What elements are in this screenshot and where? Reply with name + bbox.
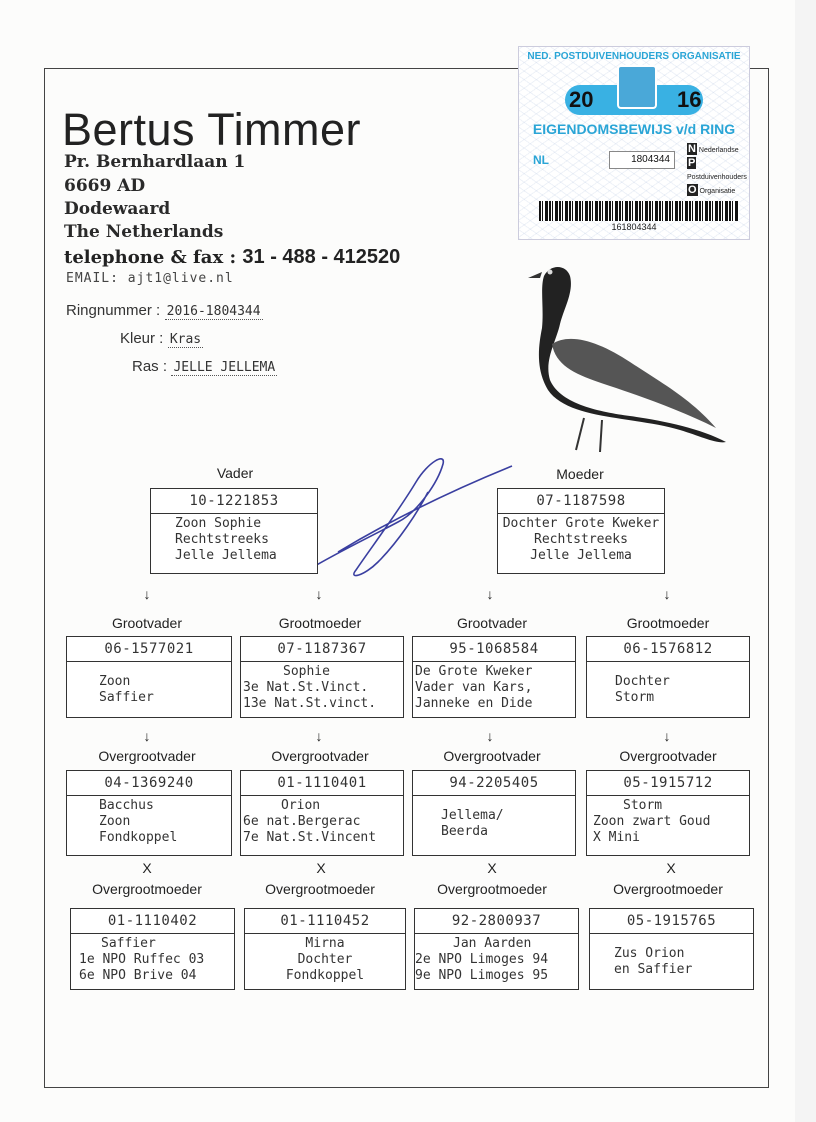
desc-line: Beerda: [441, 824, 488, 839]
desc-line: Jellema/: [441, 808, 504, 823]
card-title: EIGENDOMSBEWIJS v/d RING: [532, 121, 736, 137]
barcode: [539, 201, 739, 221]
card-country: NL: [533, 153, 549, 167]
father-label: Vader: [216, 465, 254, 481]
breed-row: [132, 358, 277, 376]
great-grandfather-card: [412, 770, 576, 856]
grandparent-ring: 06-1577021: [67, 637, 231, 662]
cross-icon: X: [666, 860, 676, 876]
great-grandmother-ring: 01-1110402: [71, 909, 234, 934]
npo-logo: N Nederlandse P Postduivenhouders O Organisatie: [687, 143, 747, 196]
great-grandfather-ring: 04-1369240: [67, 771, 231, 796]
desc-line: Mirna: [305, 936, 345, 951]
great-grandmother-desc: [415, 934, 578, 984]
card-ring-number: 1804344: [609, 151, 675, 169]
mother-line: Rechtstreeks: [534, 532, 628, 547]
desc-line: 2e NPO Limoges 94: [415, 952, 549, 967]
telephone-number: 31 - 488 - 412520: [242, 246, 401, 268]
arrow-down-icon: ↓: [143, 586, 151, 602]
pigeon-photo: [520, 258, 730, 458]
desc-line: 13e Nat.St.vinct.: [243, 696, 377, 711]
desc-line: X Mini: [593, 830, 640, 845]
great-grandmother-ring: 05-1915765: [590, 909, 753, 934]
card-organisation: NED. POSTDUIVENHOUDERS ORGANISATIE: [527, 51, 741, 62]
arrow-down-icon: ↓: [486, 586, 494, 602]
great-grandfather-card: [586, 770, 750, 856]
ring-ownership-card: [518, 46, 750, 240]
grandparent-label: Grootmoeder: [626, 615, 710, 631]
arrow-down-icon: ↓: [315, 728, 323, 744]
desc-line: Storm: [615, 690, 655, 705]
owner-city: Dodewaard: [64, 199, 171, 219]
grandparent-card: [586, 636, 750, 718]
arrow-down-icon: ↓: [315, 586, 323, 602]
desc-line: Zoon: [99, 814, 131, 829]
ring-number-row: [66, 302, 263, 320]
mother-line: Jelle Jellema: [530, 548, 632, 563]
grandparent-label: Grootmoeder: [278, 615, 362, 631]
great-grandfather-ring: 94-2205405: [413, 771, 575, 796]
great-grandfather-label: Overgrootvader: [98, 748, 196, 764]
desc-line: Storm: [623, 798, 663, 813]
grandparent-desc: [587, 662, 749, 706]
great-grandfather-desc: [413, 796, 575, 840]
great-grandmother-desc: [71, 934, 234, 984]
year-left: 20: [569, 87, 594, 112]
desc-line: Zus Orion: [614, 946, 685, 961]
great-grandfather-label: Overgrootvader: [271, 748, 369, 764]
mother-desc: [498, 514, 664, 566]
owner-street: Pr. Bernhardlaan 1: [64, 152, 246, 172]
cross-icon: X: [142, 860, 152, 876]
great-grandfather-label: Overgrootvader: [443, 748, 541, 764]
grandparent-ring: 07-1187367: [241, 637, 403, 662]
grandparent-ring: 95-1068584: [413, 637, 575, 662]
desc-line: Vader van Kars,: [415, 680, 533, 695]
grandparent-desc: [241, 662, 403, 712]
desc-line: Jan Aarden: [453, 936, 532, 951]
mother-ring: 07-1187598: [498, 489, 664, 514]
desc-line: De Grote Kweker: [415, 664, 533, 679]
owner-country: The Netherlands: [64, 222, 224, 242]
desc-line: 3e Nat.St.Vinct.: [243, 680, 369, 695]
grandparent-label: Grootvader: [111, 615, 183, 631]
desc-line: 1e NPO Ruffec 03: [79, 952, 205, 967]
great-grandfather-desc: [241, 796, 403, 846]
desc-line: Janneke en Dide: [415, 696, 533, 711]
desc-line: Saffier: [101, 936, 156, 951]
great-grandfather-card: [240, 770, 404, 856]
barcode-number: 161804344: [611, 222, 657, 232]
desc-line: Saffier: [99, 690, 154, 705]
ring-number-label: Ringnummer :: [66, 302, 161, 319]
great-grandmother-card: [414, 908, 579, 990]
great-grandmother-ring: 01-1110452: [245, 909, 405, 934]
desc-line: 6e nat.Bergerac: [243, 814, 361, 829]
great-grandfather-card: [66, 770, 232, 856]
father-ring: 10-1221853: [151, 489, 317, 514]
owner-email: EMAIL: ajt1@live.nl: [66, 271, 234, 286]
mother-label: Moeder: [556, 466, 604, 482]
arrow-down-icon: ↓: [663, 586, 671, 602]
ring-number-value: 2016-1804344: [166, 304, 261, 319]
grandparent-card: [240, 636, 404, 718]
npo-o-text: Organisatie: [699, 188, 736, 195]
great-grandmother-label: Overgrootmoeder: [265, 881, 375, 897]
mother-card: [497, 488, 665, 574]
desc-line: Orion: [281, 798, 321, 813]
desc-line: 7e Nat.St.Vincent: [243, 830, 377, 845]
great-grandmother-label: Overgrootmoeder: [92, 881, 202, 897]
desc-line: en Saffier: [614, 962, 693, 977]
great-grandmother-label: Overgrootmoeder: [613, 881, 723, 897]
father-line: Rechtstreeks: [175, 532, 269, 547]
year-right: 16: [677, 87, 702, 112]
desc-line: Dochter: [615, 674, 670, 689]
npo-n-text: Nederlandse: [698, 147, 739, 154]
color-value: Kras: [169, 332, 202, 347]
great-grandmother-card: [589, 908, 754, 990]
owner-name: Bertus Timmer: [62, 104, 362, 155]
father-card: [150, 488, 318, 574]
desc-line: 6e NPO Brive 04: [79, 968, 197, 983]
great-grandmother-ring: 92-2800937: [415, 909, 578, 934]
signature: [298, 452, 518, 582]
arrow-down-icon: ↓: [486, 728, 494, 744]
great-grandfather-desc: [67, 796, 231, 846]
owner-postcode: 6669 AD: [64, 176, 146, 196]
grandparent-card: [412, 636, 576, 718]
father-line: Zoon Sophie: [175, 516, 262, 531]
grandparent-label: Grootvader: [456, 615, 528, 631]
desc-line: Fondkoppel: [285, 968, 365, 983]
father-line: Jelle Jellema: [175, 548, 277, 563]
grandparent-desc: [67, 662, 231, 706]
grandparent-ring: 06-1576812: [587, 637, 749, 662]
desc-line: Zoon: [99, 674, 131, 689]
great-grandfather-label: Overgrootvader: [619, 748, 717, 764]
great-grandmother-card: [70, 908, 235, 990]
great-grandfather-ring: 05-1915712: [587, 771, 749, 796]
arrow-down-icon: ↓: [663, 728, 671, 744]
breed-value: JELLE JELLEMA: [173, 360, 276, 375]
great-grandmother-desc: [245, 934, 405, 986]
great-grandmother-label: Overgrootmoeder: [437, 881, 547, 897]
breed-label: Ras :: [132, 358, 168, 375]
great-grandmother-desc: [590, 934, 753, 978]
npo-p-text: Postduivenhouders: [687, 174, 747, 181]
color-label: Kleur :: [120, 330, 164, 347]
cross-icon: X: [316, 860, 326, 876]
telephone-label: telephone & fax :: [64, 247, 237, 268]
desc-line: Dochter: [297, 952, 353, 967]
lion-emblem-icon: [617, 65, 657, 109]
cross-icon: X: [487, 860, 497, 876]
desc-line: Fondkoppel: [99, 830, 178, 845]
father-desc: [151, 514, 317, 566]
great-grandfather-ring: 01-1110401: [241, 771, 403, 796]
owner-telephone: [64, 246, 400, 269]
great-grandmother-card: [244, 908, 406, 990]
desc-line: Zoon zwart Goud: [593, 814, 711, 829]
mother-line: Dochter Grote Kweker: [502, 516, 660, 531]
desc-line: Bacchus: [99, 798, 154, 813]
grandparent-card: [66, 636, 232, 718]
desc-line: Sophie: [283, 664, 330, 679]
arrow-down-icon: ↓: [143, 728, 151, 744]
great-grandfather-desc: [587, 796, 749, 846]
color-row: [120, 330, 203, 348]
desc-line: 9e NPO Limoges 95: [415, 968, 549, 983]
grandparent-desc: [413, 662, 575, 712]
